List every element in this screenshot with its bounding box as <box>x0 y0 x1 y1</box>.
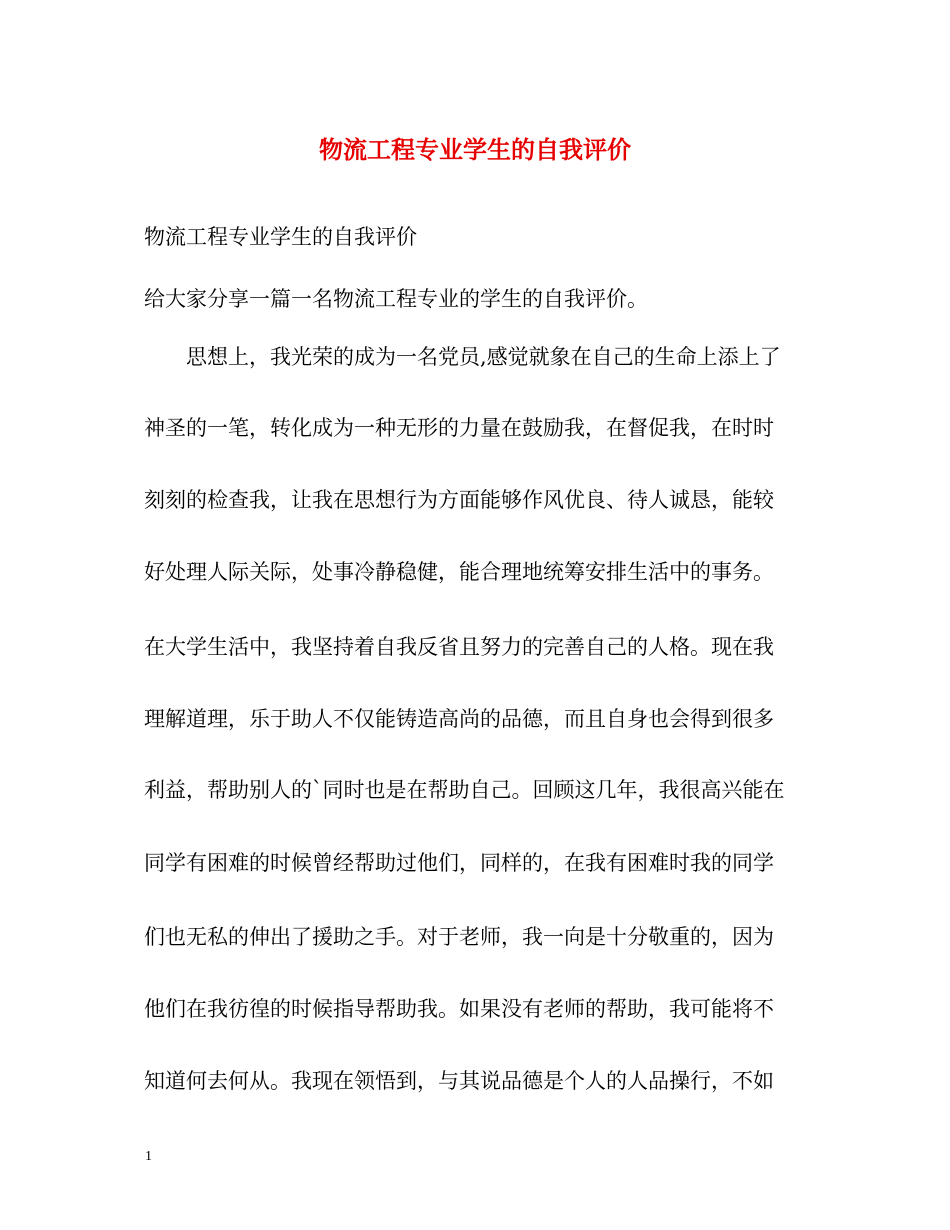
body-line: 刻刻的检查我，让我在思想行为方面能够作风优良、待人诚恳，能较 <box>144 488 774 512</box>
body-line: 神圣的一笔，转化成为一种无形的力量在鼓励我，在督促我，在时时 <box>144 416 774 440</box>
body-line: 思想上，我光荣的成为一名党员,感觉就象在自己的生命上添上了 <box>144 345 781 369</box>
page-number: 1 <box>145 1149 152 1164</box>
body-line: 同学有困难的时候曾经帮助过他们，同样的，在我有困难时我的同学 <box>144 851 774 875</box>
body-line: 理解道理，乐于助人不仅能铸造高尚的品德，而且自身也会得到很多 <box>144 707 774 731</box>
body-line: 在大学生活中，我坚持着自我反省且努力的完善自己的人格。现在我 <box>144 635 774 659</box>
body-line: 们也无私的伸出了援助之手。对于老师，我一向是十分敬重的，因为 <box>144 925 774 949</box>
document-subtitle: 物流工程专业学生的自我评价 <box>144 225 417 249</box>
body-line: 他们在我彷徨的时候指导帮助我。如果没有老师的帮助，我可能将不 <box>144 997 774 1021</box>
document-title: 物流工程专业学生的自我评价 <box>319 135 631 164</box>
body-line: 利益，帮助别人的`同时也是在帮助自己。回顾这几年，我很高兴能在 <box>144 778 785 802</box>
body-line: 好处理人际关际，处事冷静稳健，能合理地统筹安排生活中的事务。 <box>144 560 774 584</box>
body-line: 知道何去何从。我现在领悟到，与其说品德是个人的人品操行，不如 <box>144 1069 774 1093</box>
intro-line: 给大家分享一篇一名物流工程专业的学生的自我评价。 <box>144 287 648 311</box>
